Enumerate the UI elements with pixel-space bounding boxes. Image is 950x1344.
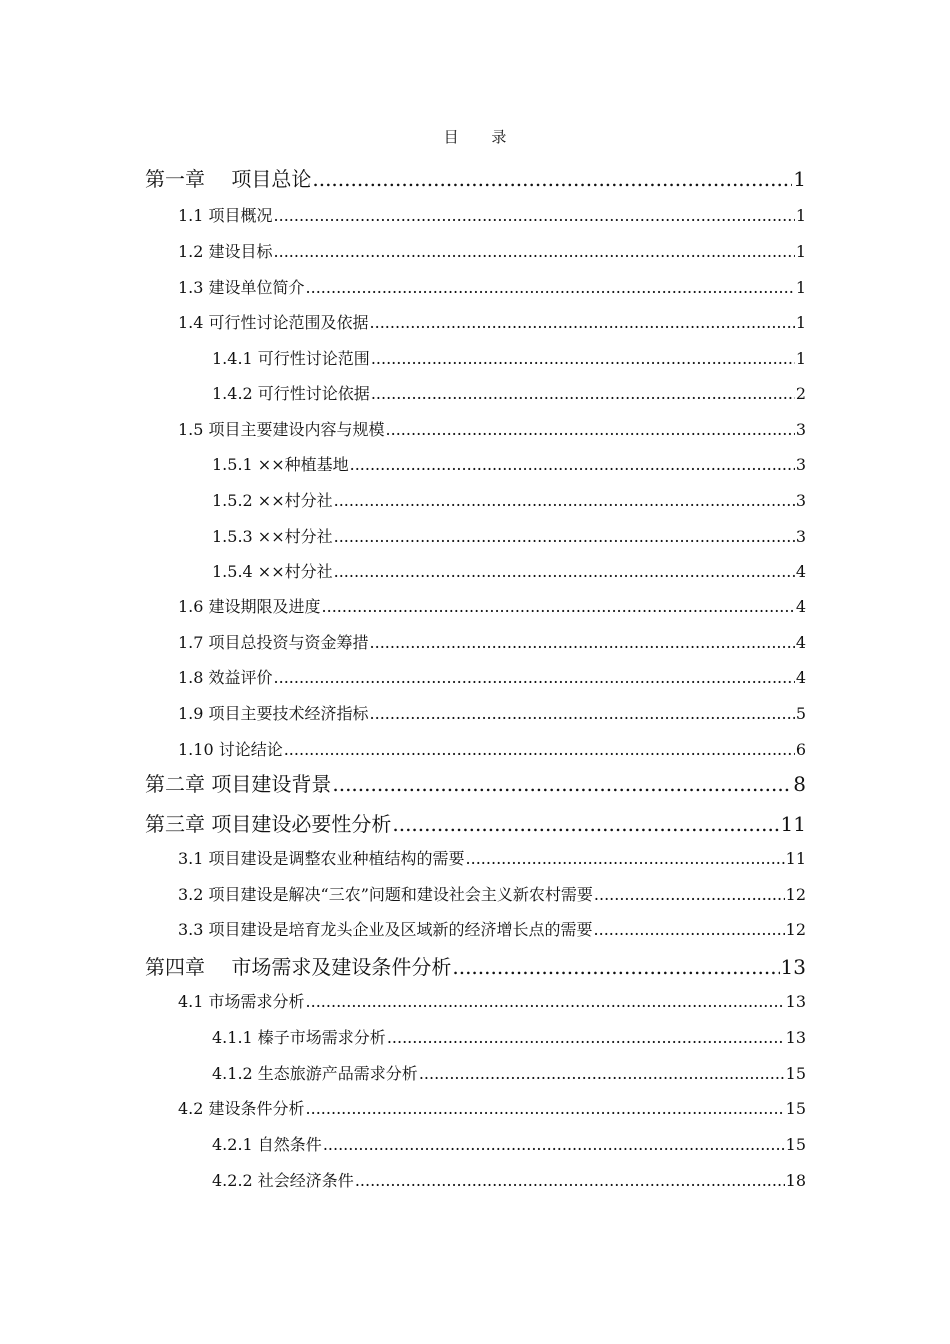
toc-dot-leader (466, 847, 785, 871)
toc-entry-level-1[interactable] (145, 165, 806, 193)
toc-dot-leader (322, 595, 795, 619)
toc-dot-leader (306, 990, 785, 1014)
toc-dot-leader (419, 1062, 785, 1086)
toc-entry-label: 第三章 项目建设必要性分析 (145, 812, 392, 836)
toc-entry-label: 第四章 市场需求及建设条件分析 (145, 955, 452, 979)
toc-entry-level-1[interactable] (145, 770, 806, 798)
toc-title: 目 录 (443, 128, 521, 146)
toc-entry-page-number: 15 (785, 1064, 806, 1083)
toc-dot-leader (355, 1169, 785, 1193)
toc-dot-leader (334, 560, 795, 584)
toc-entry-level-2[interactable] (178, 240, 806, 264)
toc-dot-leader (594, 918, 785, 942)
toc-entry-label: 1.5.4 ××村分社 (212, 562, 333, 581)
toc-entry-level-2[interactable] (178, 418, 806, 442)
toc-entry-label: 第二章 项目建设背景 (145, 772, 332, 796)
toc-entry-level-2[interactable] (178, 666, 806, 690)
toc-entry-level-2[interactable] (178, 595, 806, 619)
toc-entry-level-3[interactable] (212, 1133, 806, 1157)
toc-entry-label: 1.4 可行性讨论范围及依据 (178, 313, 369, 332)
toc-entry-page-number: 11 (780, 812, 806, 836)
toc-entry-label: 1.5 项目主要建设内容与规模 (178, 420, 385, 439)
toc-dot-leader (284, 738, 795, 762)
toc-entry-label: 1.3 建设单位简介 (178, 278, 305, 297)
toc-dot-leader (274, 204, 795, 228)
toc-entry-page-number: 3 (795, 527, 806, 546)
toc-dot-leader (334, 525, 795, 549)
toc-entry-level-2[interactable] (178, 990, 806, 1014)
toc-entry-page-number: 18 (785, 1171, 806, 1190)
toc-entry-level-3[interactable] (212, 1169, 806, 1193)
toc-dot-leader (334, 489, 795, 513)
toc-dot-leader (452, 953, 779, 981)
toc-entry-label: 4.2.1 自然条件 (212, 1135, 322, 1154)
toc-entry-page-number: 4 (795, 597, 806, 616)
toc-entry-label: 4.1.1 榛子市场需求分析 (212, 1028, 386, 1047)
toc-entry-label: 3.1 项目建设是调整农业种植结构的需要 (178, 849, 465, 868)
toc-entry-label: 4.2.2 社会经济条件 (212, 1171, 354, 1190)
toc-dot-leader (387, 1026, 785, 1050)
toc-entry-page-number: 4 (795, 633, 806, 652)
toc-dot-leader (594, 883, 785, 907)
toc-entry-label: 1.8 效益评价 (178, 668, 273, 687)
toc-entry-page-number: 12 (785, 885, 806, 904)
toc-entry-level-3[interactable] (212, 489, 806, 513)
toc-entry-label: 4.2 建设条件分析 (178, 1099, 305, 1118)
toc-entry-level-2[interactable] (178, 918, 806, 942)
toc-entry-label: 第一章 项目总论 (145, 167, 312, 191)
toc-entry-level-1[interactable] (145, 810, 806, 838)
toc-entry-level-1[interactable] (145, 953, 806, 981)
toc-entry-label: 1.7 项目总投资与资金筹措 (178, 633, 369, 652)
toc-dot-leader (370, 311, 795, 335)
toc-entry-label: 3.3 项目建设是培育龙头企业及区域新的经济增长点的需要 (178, 920, 593, 939)
toc-entry-page-number: 8 (793, 772, 806, 796)
toc-entry-label: 1.5.1 ××种植基地 (212, 455, 349, 474)
toc-dot-leader (371, 382, 795, 406)
toc-entry-page-number: 3 (795, 491, 806, 510)
toc-dot-leader (332, 770, 792, 798)
toc-entry-label: 1.10 讨论结论 (178, 740, 283, 759)
toc-entry-page-number: 15 (785, 1099, 806, 1118)
toc-entry-level-2[interactable] (178, 276, 806, 300)
toc-dot-leader (312, 165, 792, 193)
toc-entry-level-2[interactable] (178, 847, 806, 871)
toc-entry-page-number: 11 (785, 849, 806, 868)
toc-entry-label: 1.2 建设目标 (178, 242, 273, 261)
toc-entry-label: 4.1 市场需求分析 (178, 992, 305, 1011)
toc-entry-page-number: 6 (795, 740, 806, 759)
toc-entry-page-number: 4 (795, 668, 806, 687)
toc-dot-leader (392, 810, 779, 838)
toc-entry-page-number: 2 (795, 384, 806, 403)
toc-entry-level-3[interactable] (212, 382, 806, 406)
toc-dot-leader (386, 418, 795, 442)
toc-entry-level-2[interactable] (178, 702, 806, 726)
toc-dot-leader (306, 1097, 785, 1121)
toc-entry-page-number: 1 (795, 349, 806, 368)
toc-entry-label: 4.1.2 生态旅游产品需求分析 (212, 1064, 418, 1083)
toc-entry-label: 1.1 项目概况 (178, 206, 273, 225)
toc-entry-label: 1.5.3 ××村分社 (212, 527, 333, 546)
toc-entry-level-2[interactable] (178, 1097, 806, 1121)
toc-entry-level-2[interactable] (178, 204, 806, 228)
toc-dot-leader (274, 240, 795, 264)
toc-entry-page-number: 13 (785, 1028, 806, 1047)
toc-entry-label: 1.5.2 ××村分社 (212, 491, 333, 510)
toc-entry-label: 1.9 项目主要技术经济指标 (178, 704, 369, 723)
toc-entry-page-number: 1 (795, 278, 806, 297)
toc-entry-label: 3.2 项目建设是解决“三农”问题和建设社会主义新农村需要 (178, 885, 593, 904)
toc-entry-level-2[interactable] (178, 883, 806, 907)
toc-entry-level-2[interactable] (178, 631, 806, 655)
toc-entry-page-number: 12 (785, 920, 806, 939)
toc-entry-level-3[interactable] (212, 453, 806, 477)
toc-entry-page-number: 1 (793, 167, 806, 191)
toc-entry-page-number: 3 (795, 455, 806, 474)
toc-dot-leader (370, 631, 795, 655)
toc-entry-page-number: 1 (795, 206, 806, 225)
toc-entry-level-3[interactable] (212, 1062, 806, 1086)
toc-entry-label: 1.4.2 可行性讨论依据 (212, 384, 370, 403)
toc-entry-page-number: 1 (795, 242, 806, 261)
toc-entry-page-number: 15 (785, 1135, 806, 1154)
toc-dot-leader (323, 1133, 785, 1157)
toc-dot-leader (350, 453, 795, 477)
toc-entry-page-number: 13 (780, 955, 806, 979)
toc-entry-level-3[interactable] (212, 347, 806, 371)
toc-entry-level-3[interactable] (212, 525, 806, 549)
toc-entry-page-number: 1 (795, 313, 806, 332)
toc-entry-level-2[interactable] (178, 311, 806, 335)
toc-entry-page-number: 5 (795, 704, 806, 723)
toc-dot-leader (306, 276, 795, 300)
toc-entry-level-3[interactable] (212, 560, 806, 584)
toc-entry-label: 1.4.1 可行性讨论范围 (212, 349, 370, 368)
toc-entry-level-3[interactable] (212, 1026, 806, 1050)
toc-entry-page-number: 3 (795, 420, 806, 439)
toc-entry-level-2[interactable] (178, 738, 806, 762)
toc-dot-leader (370, 702, 795, 726)
toc-dot-leader (371, 347, 795, 371)
toc-entry-page-number: 4 (795, 562, 806, 581)
toc-entry-page-number: 13 (785, 992, 806, 1011)
toc-entry-label: 1.6 建设期限及进度 (178, 597, 321, 616)
toc-dot-leader (274, 666, 795, 690)
